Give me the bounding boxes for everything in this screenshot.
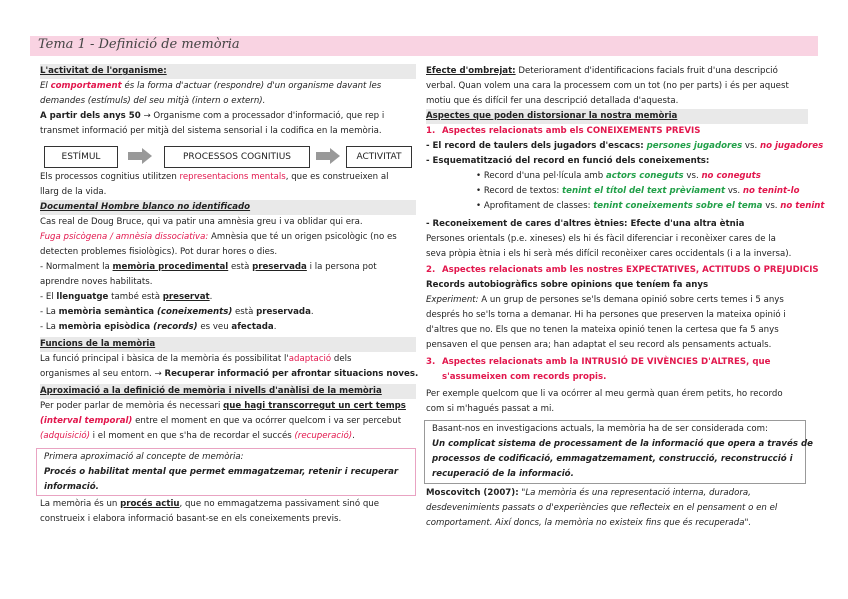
text-line	[40, 352, 416, 367]
text-line: aprendre noves habilitats.	[40, 277, 153, 287]
highlight: adaptació	[288, 354, 332, 364]
text-line: demandes (estímuls) del seu mitjà (intern o extern).	[40, 96, 266, 106]
text: preservada	[256, 307, 311, 317]
text-line: Persones orientals (p.e. xineses) els hi és fàcil diferenciar i reconèixer cares de la	[426, 234, 776, 244]
text: es veu	[197, 322, 232, 332]
text: vs.	[683, 171, 702, 181]
text: 2.	[426, 265, 436, 275]
highlight: persones jugadores	[646, 141, 743, 151]
text-line: - Reconeixement de cares d'altres ètnies: Efecte d'una altra ètnia	[426, 219, 745, 229]
text: entre el moment en que va ocórrer quelcom i va ser percebut	[132, 416, 402, 426]
text-line: comportament. Així doncs, la memòria no existeix fins que és recuperada".	[426, 518, 752, 528]
text: memòria semàntica	[58, 307, 155, 317]
section-2	[426, 263, 819, 278]
text: Aspectes relacionats amb les nostres EXPECTATIVES, ACTITUDS O PREJUDICIS	[442, 265, 819, 275]
title-banner	[30, 36, 818, 56]
text: organismes al seu entorn. →	[40, 369, 165, 379]
text-line: motiu que és difícil fer una descripció detallada d'aquesta.	[426, 96, 679, 106]
heading-activitat: L'activitat de l'organisme:	[40, 64, 416, 79]
text: Record de textos:	[483, 186, 563, 196]
bullet-item: • Aprofitament de classes: tenint coneixements sobre el tema vs. no tenint	[476, 201, 825, 211]
text-line: llarg de la vida.	[40, 187, 107, 197]
text: està	[228, 262, 253, 272]
text-line	[40, 79, 416, 94]
text-line: verbal. Quan volem una cara la processem com un tot (no per parts) i és per aquest	[426, 81, 789, 91]
highlight: (adquisició)	[40, 431, 90, 441]
bullet-item: • Record d'una pel·lícula amb actors coneguts vs. no coneguts	[476, 171, 761, 181]
text-line: construeix i elabora informació basant-se en els coneixements previs.	[40, 514, 342, 524]
heading-aproximacio: Aproximació a la definició de memòria i nivells d'anàlisi de la memòria	[40, 384, 416, 399]
page-title: Tema 1 - Definició de memòria	[38, 37, 240, 52]
text: preservada	[252, 262, 307, 272]
text: està	[232, 307, 257, 317]
highlight: Fuga psicògena / amnèsia dissociativa:	[40, 232, 209, 242]
text: .	[352, 431, 355, 441]
text: també està	[108, 292, 163, 302]
text-line: Un complicat sistema de processament de la informació que opera a través de	[432, 439, 813, 449]
text: - El record de taulers dels jugadors d'escacs:	[426, 141, 647, 151]
bullet-item: • Record de textos: tenint el títol del text prèviament vs. no tenint-lo	[476, 186, 800, 196]
text: El	[40, 81, 51, 91]
text: - El	[40, 292, 57, 302]
text: La memòria és un	[40, 499, 121, 509]
text: Recuperar informació per afrontar situacions noves.	[164, 369, 419, 379]
text: vs.	[742, 141, 760, 151]
text-line: Cas real de Doug Bruce, qui va patir una amnèsia greu i va oblidar qui era.	[40, 217, 363, 227]
text: → Organisme com a processador d'informació, que rep i	[140, 111, 385, 121]
text-line	[426, 293, 808, 308]
text: .	[310, 307, 314, 317]
text: és la forma d'actuar (respondre) d'un organisme davant les	[121, 81, 382, 91]
text-line	[426, 486, 808, 501]
highlight: no tenint-lo	[742, 186, 800, 196]
arrow-right-icon	[316, 148, 340, 164]
text-line	[40, 305, 416, 320]
highlight: representacions mentals	[179, 172, 286, 182]
text-line	[40, 260, 416, 275]
text: vs.	[725, 186, 743, 196]
text: vs.	[762, 201, 781, 211]
text-line: processos de codificació, emmagatzemament, construcció, reconstrucció i	[432, 454, 793, 464]
text-line	[40, 399, 416, 414]
highlight: (interval temporal)	[40, 416, 133, 426]
heading-documental: Documental Hombre blanco no identificado	[40, 200, 416, 215]
text: Record d'una pel·lícula amb	[483, 171, 606, 181]
text: preservat	[162, 292, 210, 302]
text-line: Primera aproximació al concepte de memòria:	[44, 452, 244, 462]
heading-funcions: Funcions de la memòria	[40, 337, 416, 352]
text-line: transmet informació per mitjà del sistema sensorial i la codifica en la memòria.	[40, 126, 382, 136]
text-line	[40, 170, 416, 185]
text: Els processos cognitius utilitzen	[40, 172, 180, 182]
text-line: informació.	[44, 482, 99, 492]
text-line: després ho se'ls torna a demanar. Hi ha persones que preserven la mateixa opinió i	[426, 310, 786, 320]
text: dels	[331, 354, 352, 364]
text-line: Per exemple quelcom que li va ocórrer al meu germà quan érem petits, ho recordo	[426, 389, 783, 399]
text: (records)	[150, 322, 198, 332]
text: Amnèsia que té un origen psicològic (no es	[208, 232, 397, 242]
text-line: Records autobiogràfics sobre opinions que teníem fa anys	[426, 280, 709, 290]
text: Per poder parlar de memòria és necessari	[40, 401, 224, 411]
highlight: tenint coneixements sobre el tema	[593, 201, 763, 211]
text: - La	[40, 307, 59, 317]
text: 1.	[426, 126, 436, 136]
highlight: no coneguts	[701, 171, 761, 181]
section-1	[426, 124, 808, 139]
text-line	[40, 429, 416, 444]
text: llenguatge	[56, 292, 109, 302]
highlight: (recuperació)	[294, 431, 353, 441]
text-line: - Esquematització del record en funció dels coneixements:	[426, 156, 710, 166]
text-line: d'altres que no. Els que no tenen la mateixa opinió tenen la certesa que fa 5 anys	[426, 325, 779, 335]
text: Efecte d'ombrejat:	[426, 66, 516, 76]
text: procés actiu	[120, 499, 180, 509]
text-line: Procés o habilitat mental que permet emmagatzemar, retenir i recuperar	[44, 467, 399, 477]
section-3-cont: s'assumeixen com records propis.	[442, 372, 607, 382]
text: memòria procedimental	[112, 262, 229, 272]
text-line	[40, 109, 416, 124]
text-line	[426, 139, 824, 154]
text: A partir dels anys 50	[40, 111, 141, 121]
text: 3.	[426, 357, 436, 367]
text-line: detecten problemes fisiològics). Pot durar hores o dies.	[40, 247, 278, 257]
text: i el moment en que s'ha de recordar el succés	[89, 431, 295, 441]
text-line	[40, 497, 416, 512]
text: .	[209, 292, 213, 302]
highlight: no jugadores	[759, 141, 824, 151]
text: "La memòria és una representació interna, duradora,	[518, 488, 751, 498]
flow-diagram	[40, 146, 416, 168]
text: .	[273, 322, 277, 332]
text-line	[426, 64, 808, 79]
text: A un grup de persones se'ls demana opinió sobre certs temes i 5 anys	[478, 295, 784, 305]
text: Experiment:	[426, 295, 479, 305]
flow-box-activity: ACTIVITAT	[346, 146, 412, 168]
highlight: no tenint	[780, 201, 825, 211]
text: i la persona pot	[306, 262, 377, 272]
text-line: recuperació de la informació.	[432, 469, 574, 479]
highlight: tenint el títol del text prèviament	[562, 186, 726, 196]
highlight: actors coneguts	[605, 171, 684, 181]
text: Aspectes relacionats amb la INTRUSIÓ DE VIVÈNCIES D'ALTRES, que	[442, 357, 771, 367]
text: afectada	[231, 322, 274, 332]
text-line	[40, 230, 416, 245]
text-line	[40, 290, 416, 305]
text: - Normalment la	[40, 262, 113, 272]
flow-box-stimulus: ESTÍMUL	[44, 146, 118, 168]
text-line	[40, 320, 416, 335]
text-line	[40, 414, 416, 429]
text-line: com si m'hagués passat a mi.	[426, 404, 555, 414]
text: (coneixements)	[154, 307, 233, 317]
text: Deteriorament d'identificacions facials fruit d'una descripció	[515, 66, 778, 76]
text: - La	[40, 322, 59, 332]
section-3	[426, 355, 808, 370]
heading-aspectes: Aspectes que poden distorsionar la nostra memòria	[426, 109, 808, 124]
text-line: desdevenimients passats o d'experiències que reflecteix en el pensament o en el	[426, 503, 778, 513]
highlight: comportament	[50, 81, 122, 91]
text: , que no emmagatzema passivament sinó que	[179, 499, 380, 509]
text: , que es construeixen al	[285, 172, 389, 182]
text: Moscovitch (2007):	[426, 488, 519, 498]
text: memòria episòdica	[58, 322, 151, 332]
text: Aprofitament de classes:	[483, 201, 594, 211]
text-line: seva pròpia ètnia i els hi serà més difícil reconèixer cares occidentals (i a la inversa).	[426, 249, 792, 259]
text: Aspectes relacionats amb els CONEIXEMENTS PREVIS	[442, 126, 701, 136]
arrow-right-icon	[128, 148, 152, 164]
text-line: Basant-nos en investigacions actuals, la memòria ha de ser considerada com:	[432, 424, 768, 434]
text: que hagi transcorregut un cert temps	[223, 401, 406, 411]
text-line	[40, 367, 419, 382]
text-line: pensaven el que pensen ara; han adaptat el seu record als pensaments actuals.	[426, 340, 772, 350]
text: La funció principal i bàsica de la memòria és possibilitat l'	[40, 354, 289, 364]
flow-box-cognitive: PROCESSOS COGNITIUS	[164, 146, 310, 168]
